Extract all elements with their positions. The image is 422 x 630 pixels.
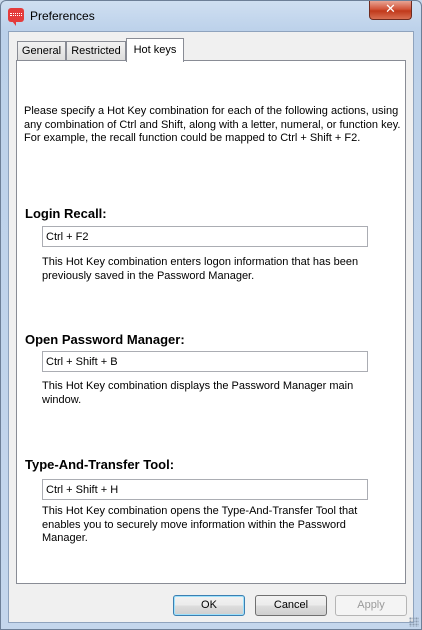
hot-keys-panel <box>16 60 406 584</box>
apply-button[interactable]: Apply <box>335 595 407 616</box>
login-recall-label: Login Recall: <box>25 206 107 221</box>
open-password-manager-description: This Hot Key combination displays the Password Manager main window. <box>42 380 354 406</box>
dialog-client-area <box>8 31 414 623</box>
password-manager-icon <box>8 8 24 22</box>
window-title: Preferences <box>30 9 95 23</box>
open-password-manager-label: Open Password Manager: <box>25 332 185 347</box>
type-and-transfer-hotkey-input[interactable] <box>42 479 368 500</box>
tab-general[interactable]: General <box>17 41 66 61</box>
ok-button[interactable]: OK <box>173 595 245 616</box>
cancel-button[interactable]: Cancel <box>255 595 327 616</box>
type-and-transfer-label: Type-And-Transfer Tool: <box>25 457 175 472</box>
resize-grip-icon[interactable] <box>409 617 419 627</box>
tab-hot-keys[interactable]: Hot keys <box>126 38 184 62</box>
tab-restricted[interactable]: Restricted <box>66 41 126 61</box>
open-password-manager-hotkey-input[interactable] <box>42 351 368 372</box>
login-recall-description: This Hot Key combination enters logon information that has been previously saved in the Password Manager. <box>42 256 359 282</box>
title-bar[interactable] <box>1 1 421 31</box>
intro-text: Please specify a Hot Key combination for each of the following actions, using any combination of Ctrl and Shift, along with a letter, numeral, or function key. For example, the recall function could be mapped to Ctrl + Shift + F2. <box>24 105 401 144</box>
type-and-transfer-description: This Hot Key combination opens the Type-And-Transfer Tool that enables you to securely move information within the Password Manager. <box>42 505 358 544</box>
close-button[interactable]: ✕ <box>369 1 412 20</box>
login-recall-hotkey-input[interactable] <box>42 226 368 247</box>
